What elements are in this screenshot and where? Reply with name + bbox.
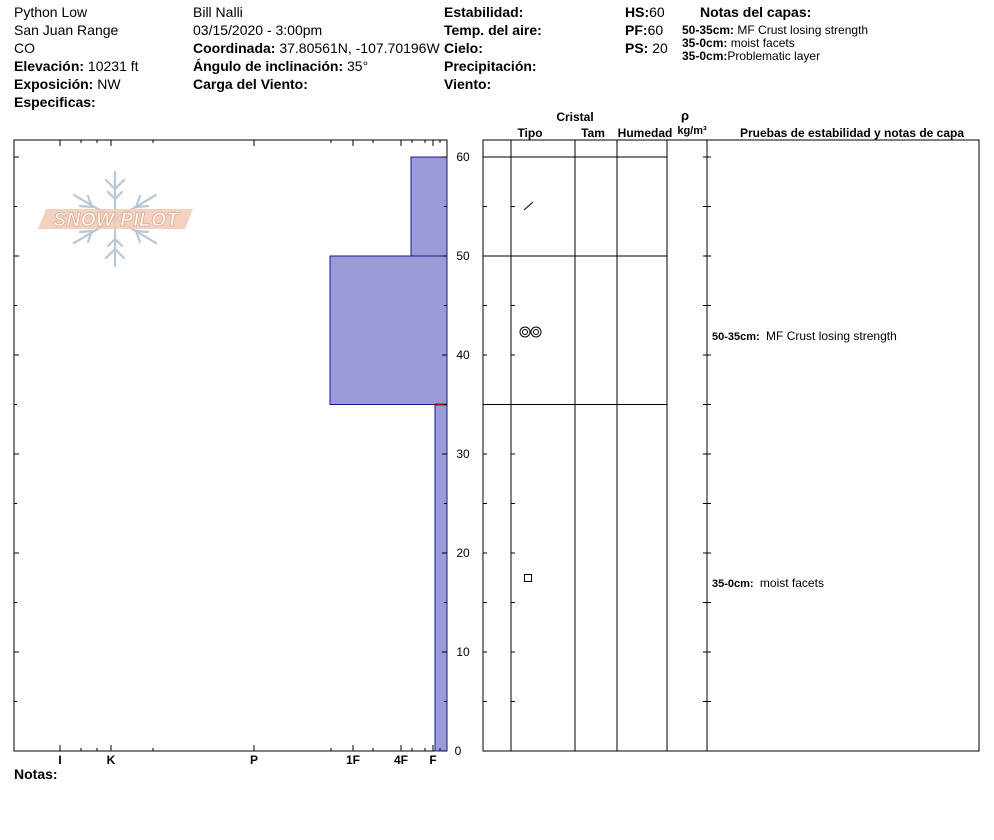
precipitation-label: Precipitación:	[444, 58, 537, 74]
header-rho: ρ	[680, 108, 690, 123]
wind-load-label: Carga del Viento:	[193, 76, 308, 92]
stability-label: Estabilidad:	[444, 4, 524, 20]
slope-angle-label: Ángulo de inclinación:	[193, 58, 344, 74]
layer-note-text: MF Crust losing strength	[737, 23, 869, 37]
hardness-tick-label: 4F	[393, 753, 409, 767]
header-cristal: Cristal	[556, 110, 594, 124]
elevation-label: Elevación:	[14, 58, 85, 74]
depth-tick-label: 0	[454, 744, 462, 758]
coordinates-value: 37.80561N, -107.70196W	[279, 40, 440, 56]
logo-text: SNOW PILOT	[53, 210, 179, 231]
hardness-layer	[330, 256, 447, 405]
melt-freeze-clusters-icon	[520, 327, 541, 337]
header-tam: Tam	[581, 126, 605, 140]
depth-tick-label: 10	[456, 645, 470, 659]
layer-note-text: moist facets	[730, 36, 795, 50]
aspect-value: NW	[97, 76, 121, 92]
hardness-tick-label: 1F	[345, 753, 361, 767]
pf-value: 60	[647, 22, 664, 38]
depth-tick-label: 40	[456, 348, 470, 362]
layer-note-text: Problematic layer	[727, 49, 821, 63]
layer-note-range: 50-35cm:	[682, 23, 735, 37]
aspect-label: Exposición:	[14, 76, 94, 92]
ps-value: 20	[652, 40, 668, 56]
hardness-tick-label: I	[58, 753, 62, 767]
depth-tick-label: 20	[456, 546, 470, 560]
layer-table	[483, 140, 979, 751]
header-density-unit: kg/m³	[677, 125, 707, 137]
stability-note-range: 35-0cm:	[712, 578, 754, 590]
hardness-layer	[435, 405, 447, 752]
observer-name: Bill Nalli	[193, 4, 243, 20]
hardness-tick-label: F	[429, 753, 437, 767]
table-header	[517, 108, 964, 140]
header-tipo: Tipo	[517, 126, 543, 140]
depth-tick-label: 30	[456, 447, 470, 461]
elevation-value: 10231 ft	[87, 58, 139, 74]
mountain-range: San Juan Range	[14, 22, 119, 38]
hardness-chart-frame	[14, 140, 447, 751]
depth-axis	[455, 150, 470, 758]
grain-symbols	[520, 202, 541, 582]
notes-label: Notas:	[14, 766, 58, 782]
depth-tick-label: 50	[456, 249, 470, 263]
slope-angle-value: 35°	[347, 58, 369, 74]
pf-label: PF:	[625, 22, 648, 38]
specifics-label: Especificas:	[14, 94, 96, 110]
air-temp-label: Temp. del aire:	[444, 22, 542, 38]
layer-notes-title: Notas del capas:	[700, 4, 812, 20]
table-depth-ticks	[483, 157, 711, 751]
stability-note-text: MF Crust losing strength	[766, 329, 897, 343]
hardness-tick-labels	[58, 753, 436, 767]
observation-datetime: 03/15/2020 - 3:00pm	[193, 22, 323, 38]
sky-label: Cielo:	[444, 40, 483, 56]
decomposing-fragments-icon	[524, 202, 533, 210]
hs-value: 60	[649, 4, 665, 20]
hardness-axis	[60, 140, 440, 751]
stability-notes	[712, 329, 897, 590]
faceted-crystals-icon	[525, 575, 532, 582]
wind-label: Viento:	[444, 76, 492, 92]
stability-note-text: moist facets	[759, 576, 824, 590]
hardness-tick-label: P	[249, 753, 259, 767]
depth-tick-label: 60	[456, 150, 470, 164]
layer-note-range: 35-0cm:	[682, 36, 728, 50]
layer-table-frame	[483, 140, 979, 751]
stability-note	[712, 576, 824, 590]
state: CO	[14, 40, 35, 56]
hardness-tick-label: K	[106, 753, 116, 767]
hardness-layer	[411, 157, 447, 256]
snowpilot-logo	[38, 172, 193, 266]
stability-note-range: 50-35cm:	[712, 331, 760, 343]
left-depth-ticks	[14, 157, 447, 751]
hardness-layers	[330, 157, 447, 751]
stability-note	[712, 329, 897, 343]
hs-label: HS:	[625, 4, 650, 20]
header-tests: Pruebas de estabilidad y notas de capa	[739, 126, 965, 140]
ps-label: PS:	[625, 40, 649, 56]
header-humedad: Humedad	[617, 126, 673, 140]
layer-note-range: 35-0cm:	[682, 49, 728, 63]
location-name: Python Low	[14, 4, 88, 20]
coordinates-label: Coordinada:	[193, 40, 276, 56]
